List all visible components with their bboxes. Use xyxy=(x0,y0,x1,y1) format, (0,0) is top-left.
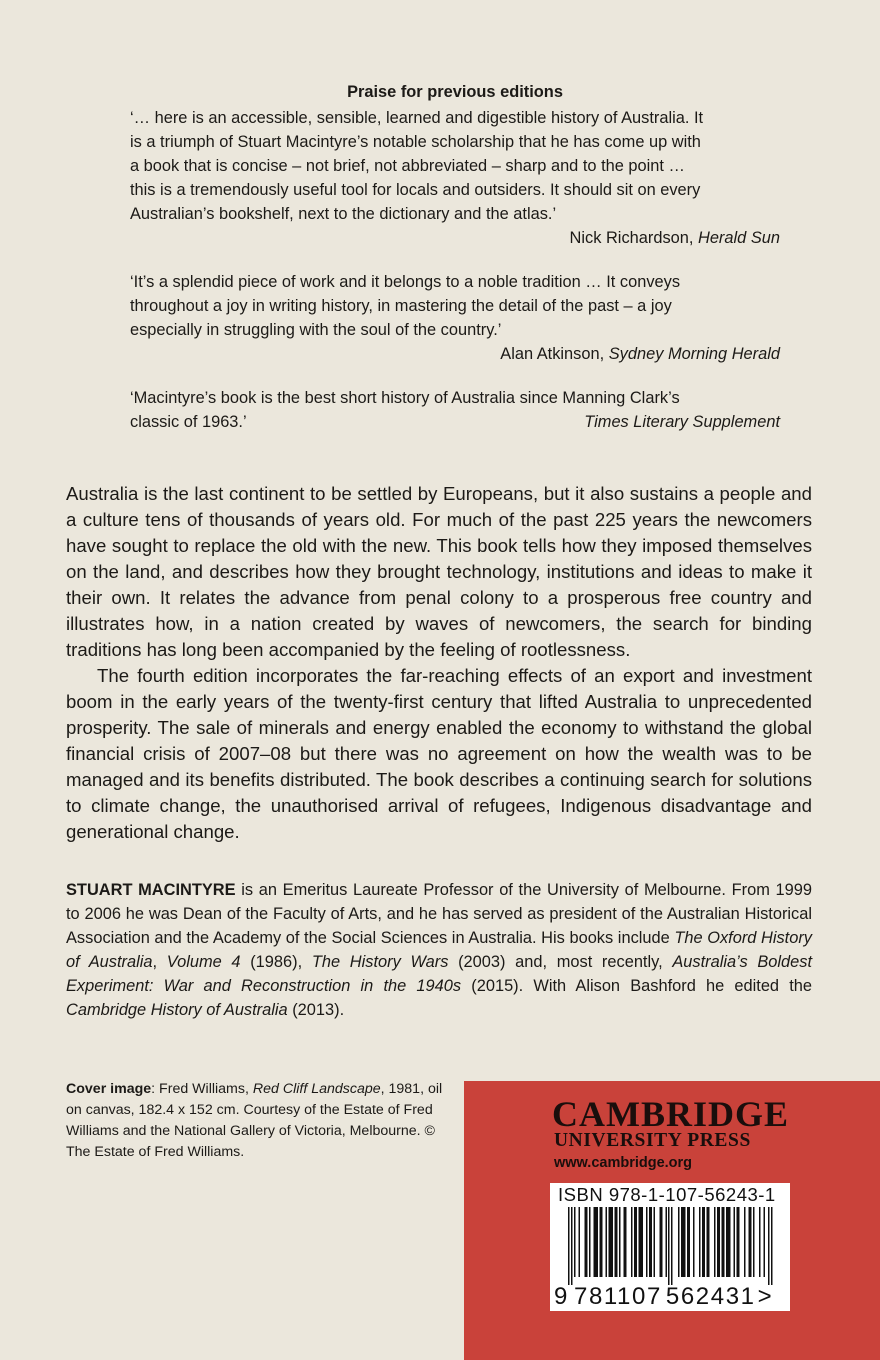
barcode-digits xyxy=(554,1283,773,1311)
book-title: The History Wars xyxy=(311,953,449,971)
quote-author: Alan Atkinson, xyxy=(500,345,609,363)
quote-line: this is a tremendously useful tool for locals and outsiders. It should sit on every xyxy=(130,181,701,199)
quote-attribution xyxy=(130,342,780,366)
quote-1 xyxy=(130,106,780,250)
book-title: Cambridge History of Australia xyxy=(66,1001,288,1019)
isbn-barcode xyxy=(550,1183,790,1311)
cover-credit-text: , 1981, oil on canvas, 182.4 x 152 cm. Courtesy of the Estate of Fred Williams and the National Gallery of Victoria, Melbourne. © The Estate of Fred Williams. xyxy=(66,1081,443,1160)
quote-line: is a triumph of Stuart Macintyre’s notable scholarship that he has come up with xyxy=(130,133,701,151)
barcode-first-digit: 9 xyxy=(554,1283,569,1310)
book-title: Volume 4 xyxy=(166,953,241,971)
praise-section xyxy=(130,80,780,434)
author-name: STUART MACINTYRE xyxy=(66,881,236,899)
book-title: Australia’s Boldest Experiment: War and Reconstruction in the 1940s xyxy=(66,953,813,995)
publisher-url: www.cambridge.org xyxy=(554,1155,693,1171)
bio-text: is an Emeritus Laureate Professor of the University of Melbourne. From 1999 to 2006 he was Dean of the Faculty of Arts, and he has served as president of the Australian Historical Association and the Academy of the Social Sciences in Australia. His books include xyxy=(66,881,812,947)
bio-text: (2003) and, most recently, xyxy=(448,953,673,971)
quote-attribution xyxy=(130,226,780,250)
quote-2 xyxy=(130,270,780,366)
publisher-logo-name: CAMBRIDGE xyxy=(552,1094,790,1134)
quote-line: ‘It’s a splendid piece of work and it belongs to a noble tradition … It conveys xyxy=(130,273,681,291)
description-paragraph: The fourth edition incorporates the far-reaching effects of an export and investment boom in the early years of the twenty-first century that lifted Australia to unprecedented prosperity. The sale of minerals and energy enabled the economy to withstand the global financial crisis of 2007–08 but there was no agreement on how the wealth was to be managed and its benefits distributed. The book describes a continuing search for solutions to climate change, the unauthorised arrival of refugees, Indigenous disadvantage and generational change. xyxy=(66,665,812,842)
publisher-logo-subname: UNIVERSITY PRESS xyxy=(554,1130,751,1151)
isbn-number: ISBN 978-1-107-56243-1 xyxy=(558,1184,776,1205)
barcode-digit-group: 562431 xyxy=(665,1283,756,1310)
quote-line: especially in struggling with the soul of the country.’ xyxy=(130,321,502,339)
quote-line: a book that is concise – not brief, not abbreviated – sharp and to the point … xyxy=(130,157,685,175)
cover-image-credit xyxy=(66,1079,456,1163)
quote-source: Herald Sun xyxy=(697,229,780,247)
bio-text: (2015). With Alison Bashford he edited the xyxy=(461,977,812,995)
bio-text: , xyxy=(152,953,167,971)
quote-line: ‘… here is an accessible, sensible, learned and digestible history of Australia. It xyxy=(130,109,704,127)
cover-credit-label: Cover image xyxy=(66,1081,152,1097)
barcode-icon xyxy=(568,1207,774,1285)
painting-title: Red Cliff Landscape xyxy=(252,1081,381,1097)
praise-heading: Praise for previous editions xyxy=(347,83,563,101)
quote-author: Nick Richardson, xyxy=(569,229,698,247)
quote-3 xyxy=(130,386,780,434)
bio-text: (2013). xyxy=(287,1001,345,1019)
bio-text: (1986), xyxy=(240,953,312,971)
quote-line: ‘Macintyre’s book is the best short history of Australia since Manning Clark’s xyxy=(130,389,680,407)
quote-line: Australian’s bookshelf, next to the dictionary and the atlas.’ xyxy=(130,205,557,223)
description-paragraph: Australia is the last continent to be settled by Europeans, but it also sustains a people and a culture tens of thousands of years old. For much of the past 225 years the newcomers have sought to replace the old with the new. This book tells how they imposed themselves on the land, and describes how they brought technology, institutions and ideas to make it their own. It relates the advance from penal colony to a prosperous free country and illustrates how, in a nation created by waves of newcomers, the search for binding traditions has long been accompanied by the feeling of rootlessness. xyxy=(66,483,812,660)
author-bio xyxy=(66,878,812,1022)
quote-source: Sydney Morning Herald xyxy=(608,345,780,363)
barcode-digit-group: 781107 xyxy=(574,1283,662,1310)
publisher-panel xyxy=(464,1081,880,1360)
book-title: The Oxford History of Australia xyxy=(66,929,812,971)
book-description xyxy=(66,481,812,845)
quote-line: throughout a joy in writing history, in mastering the detail of the past – a joy xyxy=(130,297,672,315)
cover-credit-text: : Fred Williams, xyxy=(151,1081,253,1097)
quote-source: Times Literary Supplement xyxy=(584,413,780,431)
barcode-arrow: > xyxy=(757,1283,773,1310)
quote-line: classic of 1963.’ xyxy=(130,413,247,431)
